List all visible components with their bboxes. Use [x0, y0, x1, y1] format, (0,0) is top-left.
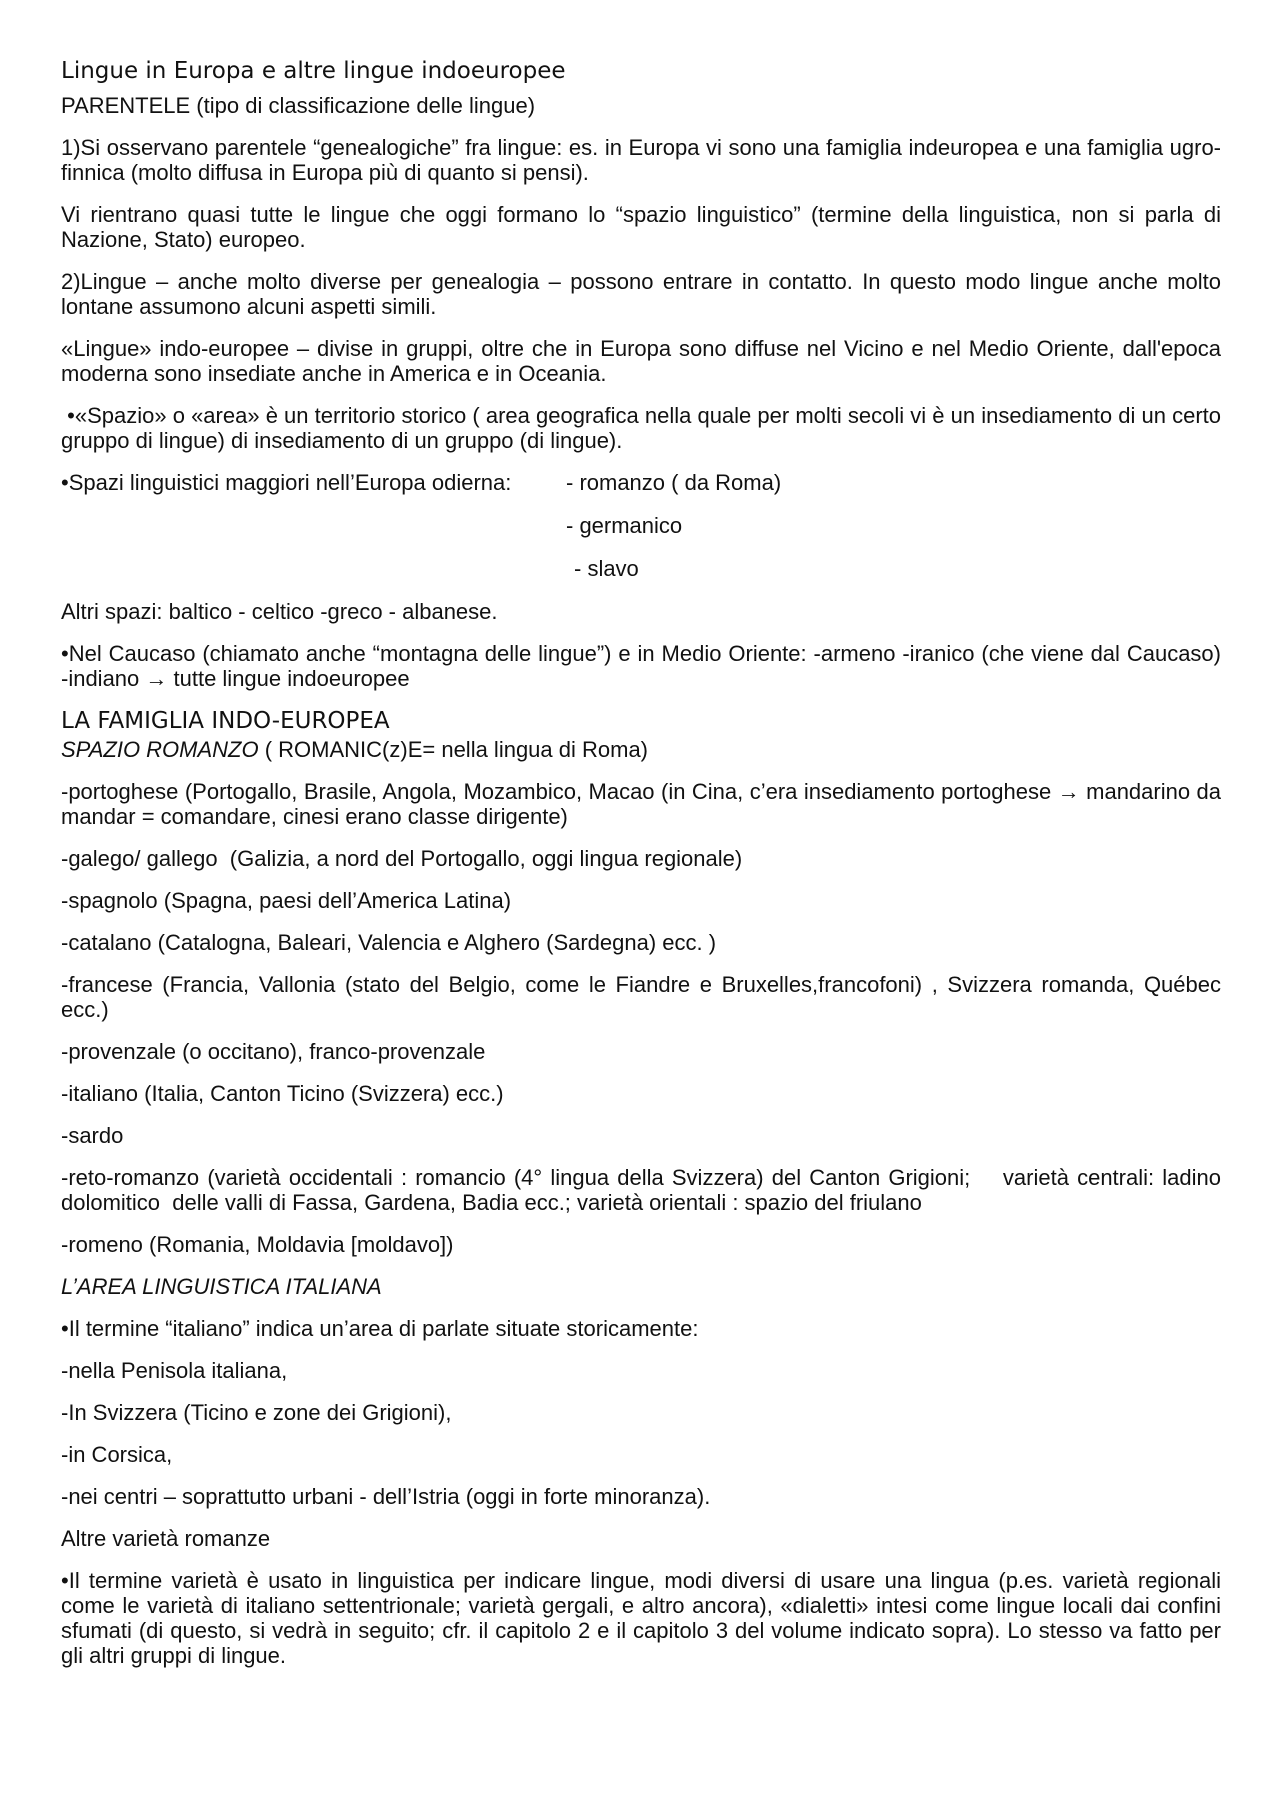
spazi-row-2 — [61, 513, 1221, 539]
spazi-row-3 — [61, 556, 1221, 582]
spazio-romanzo-heading — [61, 737, 1221, 763]
paragraph-spazio-linguistico: Vi rientrano quasi tutte le lingue che oggi formano lo “spazio linguistico” (termine della linguistica, non si parla di Nazione, Stato) europeo. — [61, 202, 1221, 252]
list-item-portoghese: -portoghese (Portogallo, Brasile, Angola, Mozambico, Macao (in Cina, c’era insediamento portoghese → mandarino da mandar = comandare, cinesi erano classe dirigente) — [61, 779, 1221, 829]
area-italiana-corsica: -in Corsica, — [61, 1442, 173, 1467]
spazi-label: •Spazi linguistici maggiori nell’Europa odierna: — [61, 470, 512, 495]
area-italiana-svizzera: -In Svizzera (Ticino e zone dei Grigioni), — [61, 1400, 452, 1425]
famiglia-heading: LA FAMIGLIA INDO-EUROPEA — [61, 708, 390, 734]
document-title: Lingue in Europa e altre lingue indoeuropee — [61, 58, 566, 84]
list-item-catalano: -catalano (Catalogna, Baleari, Valencia e Alghero (Sardegna) ecc. ) — [61, 930, 717, 955]
area-italiana-heading: L’AREA LINGUISTICA ITALIANA — [61, 1274, 382, 1299]
list-item-francese: -francese (Francia, Vallonia (stato del Belgio, come le Fiandre e Bruxelles,francofoni) , Svizzera romanda, Québec ecc.) — [61, 972, 1221, 1022]
list-item-romeno: -romeno (Romania, Moldavia [moldavo]) — [61, 1232, 454, 1257]
spazi-row-1 — [61, 470, 1221, 496]
altre-varieta-heading: Altre varietà romanze — [61, 1526, 271, 1551]
paragraph-contatto: 2)Lingue – anche molto diverse per genealogia – possono entrare in contatto. In questo modo lingue anche molto lontane assumono alcuni aspetti simili. — [61, 269, 1221, 319]
spazio-germanico-item: - germanico — [566, 513, 683, 538]
area-italiana-penisola: -nella Penisola italiana, — [61, 1358, 288, 1383]
area-italiana-istria: -nei centri – soprattutto urbani - dell’Istria (oggi in forte minoranza). — [61, 1484, 711, 1509]
paragraph-varieta: •Il termine varietà è usato in linguistica per indicare lingue, modi diversi di usare una lingua (p.es. varietà regionali come le varietà di italiano settentrionale; varietà gergali, e altro ancora), «dialetti» intesi come lingue locali dai confini sfumati (di questo, si vedrà in seguito; cfr. il capitolo 2 e il capitolo 3 del volume indicato sopra). Lo stesso va fatto per gli altri gruppi di lingue. — [61, 1568, 1221, 1668]
list-item-sardo: -sardo — [61, 1123, 124, 1148]
spazio-romanzo-label: SPAZIO ROMANZO — [61, 737, 259, 762]
list-item-italiano: -italiano (Italia, Canton Ticino (Svizzera) ecc.) — [61, 1081, 504, 1106]
paragraph-caucaso: •Nel Caucaso (chiamato anche “montagna delle lingue”) e in Medio Oriente: -armeno -iranico (che viene dal Caucaso) -indiano → tutte lingue indoeuropee — [61, 641, 1221, 691]
document-page — [61, 58, 1228, 1685]
list-item-galego: -galego/ gallego (Galizia, a nord del Portogallo, oggi lingua regionale) — [61, 846, 743, 871]
paragraph-indoeuropee: «Lingue» indo-europee – divise in gruppi, oltre che in Europa sono diffuse nel Vicino e nel Medio Oriente, dall'epoca moderna sono insediate anche in America e in Oceania. — [61, 336, 1221, 386]
spazio-romanzo-rest: ( ROMANIC(z)E= nella lingua di Roma) — [258, 737, 649, 762]
paragraph-spazio-area: •«Spazio» o «area» è un territorio storico ( area geografica nella quale per molti secoli vi è un insediamento di un certo gruppo di lingue) di insediamento di un gruppo (di lingue). — [61, 403, 1228, 453]
list-item-spagnolo: -spagnolo (Spagna, paesi dell’America Latina) — [61, 888, 512, 913]
list-item-reto-romanzo: -reto-romanzo (varietà occidentali : romancio (4° lingua della Svizzera) del Canton Grigioni; varietà centrali: ladino dolomitico delle valli di Fassa, Gardena, Badia ecc.; varietà orientali : spazio del friulano — [61, 1165, 1228, 1215]
parentele-subtitle: PARENTELE (tipo di classificazione delle lingue) — [61, 93, 536, 118]
altri-spazi: Altri spazi: baltico - celtico -greco - albanese. — [61, 599, 498, 624]
area-italiana-intro: •Il termine “italiano” indica un’area di parlate situate storicamente: — [61, 1316, 699, 1341]
spazio-slavo-item: - slavo — [574, 556, 639, 581]
list-item-provenzale: -provenzale (o occitano), franco-provenzale — [61, 1039, 486, 1064]
spazio-romanzo-item: - romanzo ( da Roma) — [566, 470, 782, 495]
paragraph-genealogiche: 1)Si osservano parentele “genealogiche” fra lingue: es. in Europa vi sono una famiglia indeuropea e una famiglia ugro-finnica (molto diffusa in Europa più di quanto si pensi). — [61, 135, 1221, 185]
